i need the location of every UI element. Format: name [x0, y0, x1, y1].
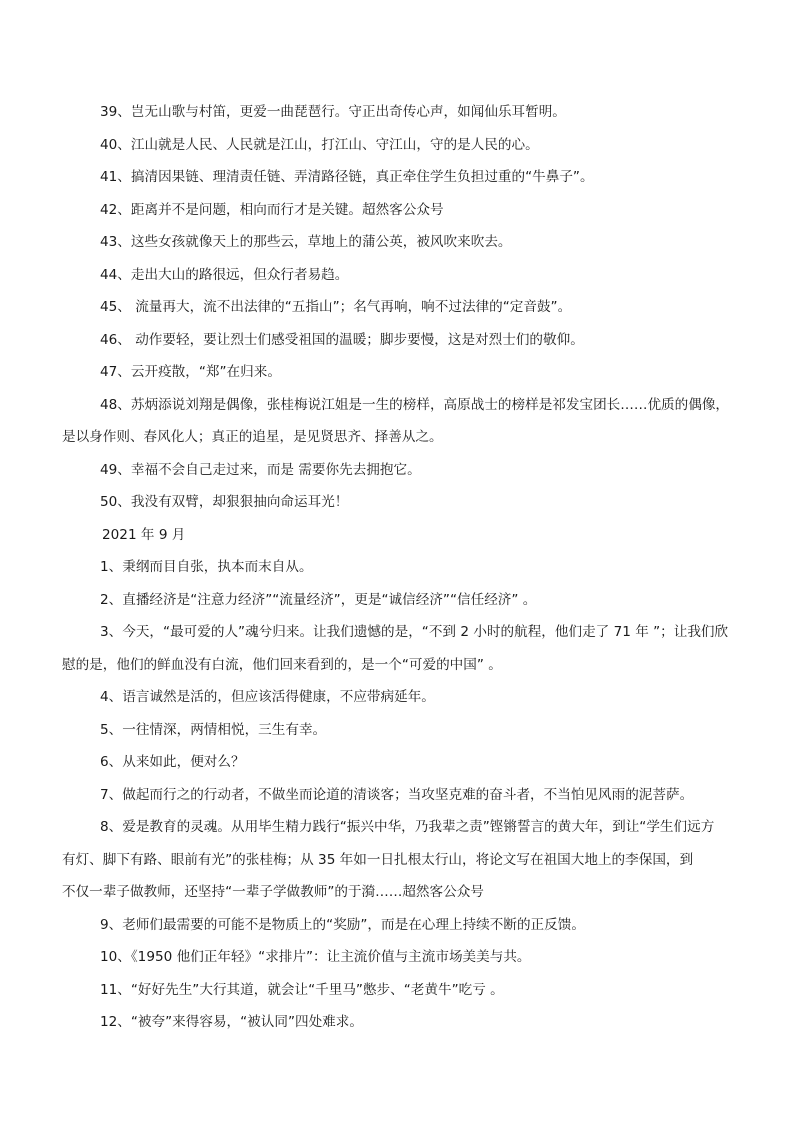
list-item: 5、一往情深，两情相悦，三生有幸。: [100, 721, 327, 738]
paragraph-continuation: 不仅一辈子做教师，还坚持“一辈子学做教师”的于漪……超然客公众号: [62, 884, 484, 900]
list-item: 4、语言诚然是活的，但应该活得健康，不应带病延年。: [100, 689, 435, 705]
list-item: 1、秉纲而目自张，执本而末自从。: [100, 559, 313, 575]
paragraph-continuation: 慰的是，他们的鲜血没有白流，他们回来看到的，是一个“可爱的中国” 。: [62, 656, 502, 673]
section-heading: 2021 年 9 月: [102, 526, 186, 543]
list-item: 7、做起而行之的行动者，不做坐而论道的清谈客；当攻坚克难的奋斗者，不当怕见风雨的泥菩萨。: [100, 786, 694, 803]
list-item: 8、爱是教育的灵魂。从用毕生精力践行“振兴中华，乃我辈之责”铿锵誓言的黄大年，到让“学生们远方: [100, 819, 715, 835]
paragraph-continuation: 是以身作则、春风化人；真正的追星，是见贤思齐、择善从之。: [62, 429, 443, 445]
list-item: 6、从来如此，便对么？: [100, 754, 245, 770]
list-item: 49、幸福不会自己走过来，而是 需要你先去拥抱它。: [100, 461, 421, 478]
list-item: 9、老师们最需要的可能不是物质上的“奖励”，而是在心理上持续不断的正反馈。: [100, 916, 585, 933]
list-item: 43、这些女孩就像天上的那些云，草地上的蒲公英，被风吹来吹去。: [100, 234, 512, 250]
paragraph-continuation: 有灯、脚下有路、眼前有光”的张桂梅；从 35 年如一日扎根太行山，将论文写在祖国大地上的李保国，到: [62, 851, 694, 868]
list-item: 39、岂无山歌与村笛，更爱一曲琵琶行。守正出奇传心声，如闻仙乐耳暂明。: [100, 104, 566, 120]
list-item: 48、苏炳添说刘翔是偶像，张桂梅说江姐是一生的榜样，高原战士的榜样是祁发宝团长……优质的偶像，: [100, 396, 730, 413]
list-item: 50、我没有双臂，却狠狠抽向命运耳光！: [100, 494, 349, 510]
list-item: 44、走出大山的路很远，但众行者易趋。: [100, 266, 349, 283]
list-item: 10、《1950 他们正年轻》“求排片”：让主流价值与主流市场美美与共。: [100, 949, 531, 965]
list-item: 45、 流量再大，流不出法律的“五指山”；名气再响，响不过法律的“定音鼓”。: [100, 299, 572, 315]
list-item: 47、云开疫散，“郑”在归来。: [100, 364, 281, 380]
list-item: 12、“被夸”来得容易，“被认同”四处难求。: [100, 1014, 363, 1030]
list-item: 11、“好好先生”大行其道，就会让“千里马”憋步、“老黄牛”吃亏 。: [100, 981, 504, 998]
list-item: 42、距离并不是问题，相向而行才是关键。超然客公众号: [100, 201, 444, 218]
list-item: 46、 动作要轻，要让烈士们感受祖国的温暖；脚步要慢，这是对烈士们的敬仰。: [100, 331, 584, 348]
list-item: 2、直播经济是“注意力经济”“流量经济”，更是“诚信经济”“信任经济” 。: [100, 591, 537, 608]
list-item: 41、搞清因果链、理清责任链、弄清路径链，真正牵住学生负担过重的“牛鼻子”。: [100, 169, 594, 185]
list-item: 3、今天，“最可爱的人”魂兮归来。让我们遗憾的是，“不到 2 小时的航程，他们走了 71 年 ”；让我们欣: [100, 624, 729, 640]
list-item: 40、江山就是人民、人民就是江山，打江山、守江山，守的是人民的心。: [100, 136, 539, 153]
